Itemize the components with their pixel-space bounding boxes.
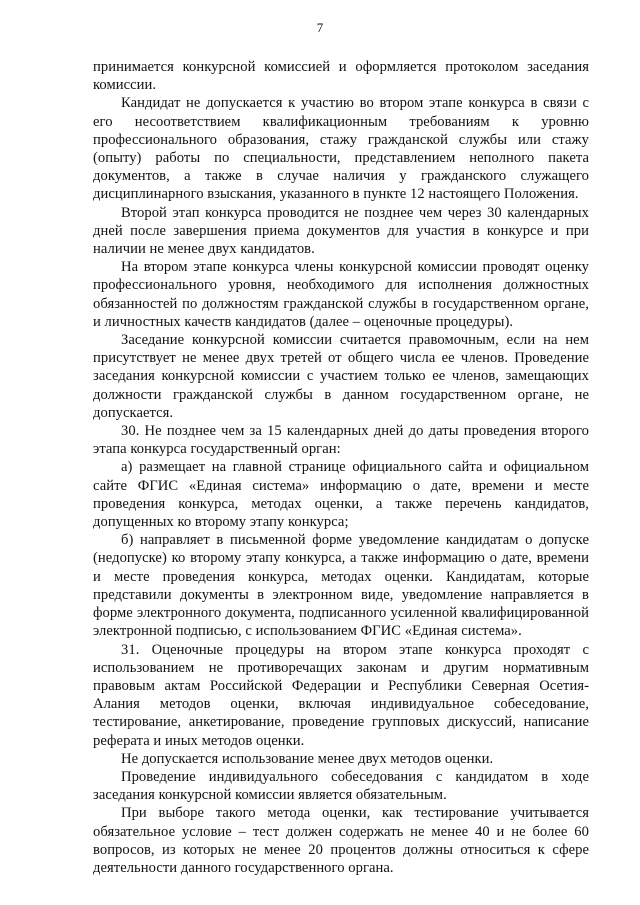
- paragraph: Проведение индивидуального собеседования с кандидатом в ходе заседания конкурсной комиссии является обязательным.: [93, 768, 589, 804]
- paragraph: принимается конкурсной комиссией и оформляется протоколом заседания комиссии.: [93, 59, 589, 94]
- clause-31: 31. Оценочные процедуры на втором этапе конкурса проходят с использованием не противоречащих законам и другим нормативным правовым актам Российской Федерации и Республики Северная Осетия-Алания методов оценки, включая индивидуальное собеседование, тестирование, анкетирование, проведение групповых дискуссий, написание реферата и иных методов оценки.: [93, 641, 589, 749]
- paragraph: При выборе такого метода оценки, как тестирование учитывается обязательное условие – тест должен содержать не менее 40 и не более 60 вопросов, из которых не менее 20 процентов должны относиться к сфере деятельности данного государственного органа.: [93, 805, 589, 876]
- paragraph: Заседание конкурсной комиссии считается правомочным, если на нем присутствует не менее двух третей от общего числа ее членов. Проведение заседания конкурсной комиссии с участием только ее членов, замещающих должности гражданской службы в данном государственном органе, не допускается.: [93, 332, 589, 421]
- page-number: 7: [316, 20, 324, 35]
- clause-30: 30. Не позднее чем за 15 календарных дней до даты проведения второго этапа конкурса государственный орган:: [93, 423, 589, 458]
- paragraph: Второй этап конкурса проводится не позднее чем через 30 календарных дней после завершения приема документов для участия в конкурсе и при наличии не менее двух кандидатов.: [93, 204, 589, 258]
- clause-30-item-a: а) размещает на главной странице официального сайта и официальном сайте ФГИС «Единая система» информацию о дате, времени и месте проведения конкурса, методах оценки, а также перечень кандидатов, допущенных ко второму этапу конкурса;: [93, 459, 589, 531]
- paragraph: Кандидат не допускается к участию во втором этапе конкурса в связи с его несоответствием квалификационным требованиям к уровню профессионального образования, стажу гражданской службы или стажу (опыту) работы по специальности, представлением неполного пакета документов, а также в случае наличия у гражданского служащего дисциплинарного взыскания, указанного в пункте 12 настоящего Положения.: [93, 95, 589, 203]
- document-body: [93, 58, 589, 877]
- clause-30-item-b: б) направляет в письменной форме уведомление кандидатам о допуске (недопуске) ко второму этапу конкурса, а также информацию о дате, времени и месте проведения конкурса, методах оценки. Кандидатам, которые представили документы в электронном виде, уведомление направляется в форме электронного документа, подписанного усиленной квалифицированной электронной подписью, с использованием ФГИС «Единая система».: [93, 532, 589, 640]
- paragraph: На втором этапе конкурса члены конкурсной комиссии проводят оценку профессионального уровня, необходимого для исполнения должностных обязанностей по должностям гражданской службы в государственном органе, и личностных качеств кандидатов (далее – оценочные процедуры).: [93, 259, 589, 330]
- paragraph: Не допускается использование менее двух методов оценки.: [121, 750, 494, 767]
